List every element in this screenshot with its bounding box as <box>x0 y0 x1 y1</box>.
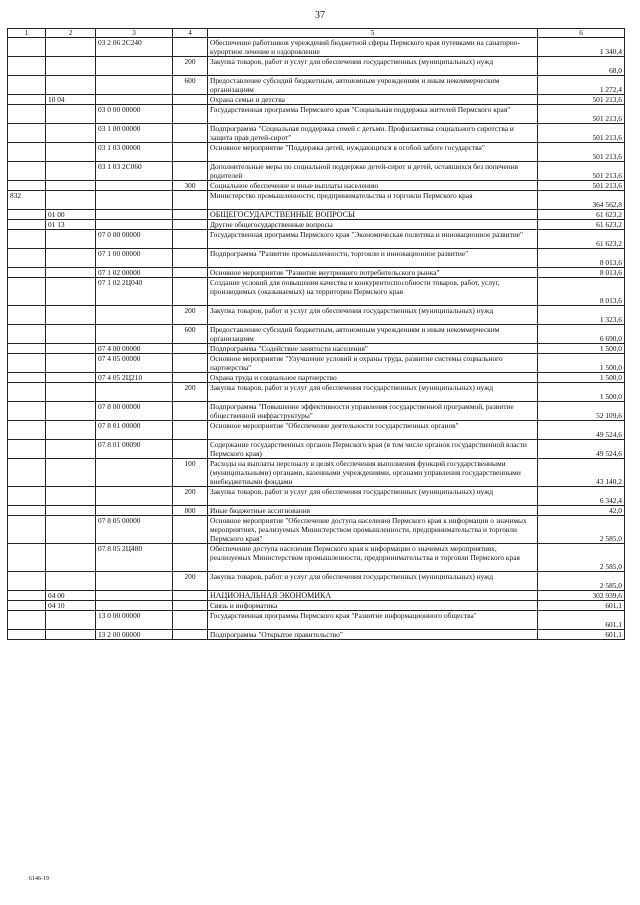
description-cell: Подпрограмма "Социальная поддержка семей с детьми. Профилактика социального сиротства и защита прав детей-сирот" <box>208 124 538 143</box>
description-cell: Подпрограмма "Открытое правительство" <box>208 630 538 640</box>
page-number: 37 <box>315 10 325 21</box>
amount-cell: 61 623,2 <box>538 210 625 220</box>
col-4-cell <box>173 440 208 459</box>
amount-cell: 52 109,6 <box>538 402 625 421</box>
table-row <box>8 162 625 181</box>
amount-cell: 1 500,0 <box>538 354 625 373</box>
table-row <box>8 306 625 325</box>
table-row <box>8 459 625 487</box>
header-cell: 2 <box>46 29 96 38</box>
table-row <box>8 591 625 601</box>
description-cell: Государственная программа Пермского края "Социальная поддержка жителей Пермского края" <box>208 105 538 124</box>
header-cell: 4 <box>173 29 208 38</box>
col-1-cell <box>8 181 46 191</box>
description-cell: Закупка товаров, работ и услуг для обеспечения государственных (муниципальных) нужд <box>208 487 538 506</box>
description-cell: Обеспечение доступа населения Пермского края к информации о значимых мероприятиях, реализуемых Министерством промышленности, предпринимательства и торговли Пермского края <box>208 544 538 572</box>
col-4-cell <box>173 591 208 601</box>
col-2-cell <box>46 344 96 354</box>
table-row <box>8 230 625 249</box>
amount-cell: 501 213,6 <box>538 105 625 124</box>
col-3-cell: 03 0 00 00000 <box>96 105 173 124</box>
col-2-cell: 04 10 <box>46 601 96 611</box>
col-1-cell <box>8 124 46 143</box>
col-4-cell: 600 <box>173 325 208 344</box>
col-3-cell: 03 1 00 00000 <box>96 124 173 143</box>
col-4-cell <box>173 544 208 572</box>
description-cell: Обеспечение работников учреждений бюджетной сферы Пермского края путевками на санаторно-курортное лечение и оздоровление <box>208 38 538 57</box>
col-3-cell <box>96 601 173 611</box>
col-2-cell <box>46 630 96 640</box>
col-1-cell <box>8 220 46 230</box>
table-row <box>8 572 625 591</box>
amount-cell: 1 500,0 <box>538 373 625 383</box>
col-1-cell <box>8 268 46 278</box>
col-4-cell <box>173 278 208 306</box>
description-cell: Закупка товаров, работ и услуг для обеспечения государственных (муниципальных) нужд <box>208 572 538 591</box>
col-3-cell <box>96 191 173 210</box>
amount-cell: 2 585,0 <box>538 516 625 544</box>
col-3-cell <box>96 220 173 230</box>
col-2-cell <box>46 76 96 95</box>
description-cell: Охрана труда и социальное партнерство <box>208 373 538 383</box>
amount-cell: 8 013,6 <box>538 249 625 268</box>
col-4-cell: 200 <box>173 306 208 325</box>
col-4-cell <box>173 249 208 268</box>
col-1-cell <box>8 325 46 344</box>
description-cell: Министерство промышленности, предпринимательства и торговли Пермского края <box>208 191 538 210</box>
col-4-cell <box>173 230 208 249</box>
col-4-cell <box>173 354 208 373</box>
table-row <box>8 611 625 630</box>
description-cell: Государственная программа Пермского края "Экономическая политика и инновационное развитие" <box>208 230 538 249</box>
footer-code: 6146-19 <box>29 876 49 882</box>
table-row <box>8 373 625 383</box>
table-header-row <box>8 29 625 38</box>
amount-cell: 42,0 <box>538 506 625 516</box>
col-3-cell: 07 8 01 00090 <box>96 440 173 459</box>
col-2-cell <box>46 249 96 268</box>
amount-cell: 1 340,4 <box>538 38 625 57</box>
col-4-cell: 800 <box>173 506 208 516</box>
amount-cell: 2 585,0 <box>538 572 625 591</box>
amount-cell: 1 323,6 <box>538 306 625 325</box>
col-4-cell <box>173 402 208 421</box>
col-1-cell <box>8 210 46 220</box>
table-row <box>8 220 625 230</box>
amount-cell: 1 500,0 <box>538 383 625 402</box>
amount-cell: 61 623,2 <box>538 230 625 249</box>
col-2-cell <box>46 143 96 162</box>
col-1-cell <box>8 601 46 611</box>
col-1-cell <box>8 143 46 162</box>
col-1-cell <box>8 230 46 249</box>
amount-cell: 49 524,6 <box>538 440 625 459</box>
col-4-cell: 200 <box>173 572 208 591</box>
amount-cell: 501 213,6 <box>538 143 625 162</box>
col-2-cell <box>46 306 96 325</box>
table-row <box>8 402 625 421</box>
col-4-cell <box>173 105 208 124</box>
col-4-cell <box>173 210 208 220</box>
col-2-cell <box>46 38 96 57</box>
table-row <box>8 249 625 268</box>
description-cell: Создание условий для повышения качества и конкурентоспособности товаров, работ, услуг, производимых (оказываемых) на территории Пермского края <box>208 278 538 306</box>
col-2-cell <box>46 611 96 630</box>
table-body <box>8 38 625 640</box>
description-cell: Связь и информатика <box>208 601 538 611</box>
table-row <box>8 95 625 105</box>
description-cell: Основное мероприятие "Обеспечение деятельности государственных органов" <box>208 421 538 440</box>
table-row <box>8 516 625 544</box>
col-1-cell <box>8 344 46 354</box>
budget-table <box>7 28 625 640</box>
col-1-cell <box>8 516 46 544</box>
table-row <box>8 440 625 459</box>
table-row <box>8 57 625 76</box>
col-3-cell: 07 1 00 00000 <box>96 249 173 268</box>
col-2-cell <box>46 354 96 373</box>
col-3-cell <box>96 181 173 191</box>
table-row <box>8 268 625 278</box>
table-row <box>8 143 625 162</box>
col-1-cell <box>8 354 46 373</box>
description-cell: Предоставление субсидий бюджетным, автономным учреждениям и иным некоммерческим организациям <box>208 76 538 95</box>
description-cell: Расходы на выплаты персоналу в целях обеспечения выполнения функций государственными (муниципальными) органами, казенными учреждениями, органами управления государственными внебюджетными фондами <box>208 459 538 487</box>
col-1-cell <box>8 95 46 105</box>
description-cell: Государственная программа Пермского края "Развитие информационного общества" <box>208 611 538 630</box>
table-row <box>8 630 625 640</box>
header-cell: 6 <box>538 29 625 38</box>
table-row <box>8 210 625 220</box>
col-3-cell <box>96 76 173 95</box>
col-2-cell <box>46 459 96 487</box>
col-2-cell <box>46 162 96 181</box>
col-1-cell: 832 <box>8 191 46 210</box>
col-1-cell <box>8 57 46 76</box>
col-2-cell <box>46 572 96 591</box>
col-2-cell <box>46 278 96 306</box>
col-3-cell: 03 2 06 2С240 <box>96 38 173 57</box>
col-3-cell: 07 0 00 00000 <box>96 230 173 249</box>
table-row <box>8 191 625 210</box>
col-3-cell: 07 8 00 00000 <box>96 402 173 421</box>
table-row <box>8 38 625 57</box>
description-cell: Закупка товаров, работ и услуг для обеспечения государственных (муниципальных) нужд <box>208 383 538 402</box>
col-4-cell <box>173 516 208 544</box>
col-1-cell <box>8 373 46 383</box>
col-4-cell <box>173 162 208 181</box>
table-row <box>8 354 625 373</box>
col-1-cell <box>8 544 46 572</box>
col-2-cell: 01 13 <box>46 220 96 230</box>
col-2-cell <box>46 383 96 402</box>
amount-cell: 501 213,6 <box>538 181 625 191</box>
col-2-cell: 04 00 <box>46 591 96 601</box>
col-3-cell: 07 4 05 2Ц210 <box>96 373 173 383</box>
col-4-cell <box>173 143 208 162</box>
amount-cell: 6 690,0 <box>538 325 625 344</box>
col-1-cell <box>8 278 46 306</box>
col-2-cell <box>46 105 96 124</box>
description-cell: Подпрограмма "Развитие промышленности, торговли и инновационное развитие" <box>208 249 538 268</box>
col-3-cell: 07 4 05 00000 <box>96 354 173 373</box>
amount-cell: 501 213,6 <box>538 124 625 143</box>
amount-cell: 501 213,6 <box>538 95 625 105</box>
col-1-cell <box>8 76 46 95</box>
col-1-cell <box>8 440 46 459</box>
description-cell: Основное мероприятие "Развитие внутреннего потребительского рынка" <box>208 268 538 278</box>
table-row <box>8 76 625 95</box>
col-3-cell <box>96 506 173 516</box>
col-3-cell <box>96 591 173 601</box>
col-2-cell <box>46 402 96 421</box>
col-2-cell <box>46 325 96 344</box>
col-2-cell <box>46 268 96 278</box>
description-cell: ОБЩЕГОСУДАРСТВЕННЫЕ ВОПРОСЫ <box>208 210 538 220</box>
description-cell: Дополнительные меры по социальной поддержке детей-сирот и детей, оставшихся без попечения родителей <box>208 162 538 181</box>
col-2-cell <box>46 506 96 516</box>
col-2-cell <box>46 124 96 143</box>
col-3-cell <box>96 383 173 402</box>
col-2-cell <box>46 57 96 76</box>
col-2-cell <box>46 421 96 440</box>
header-cell: 3 <box>96 29 173 38</box>
table-row <box>8 383 625 402</box>
col-4-cell: 600 <box>173 76 208 95</box>
table-row <box>8 344 625 354</box>
col-2-cell: 10 04 <box>46 95 96 105</box>
col-1-cell <box>8 487 46 506</box>
description-cell: Основное мероприятие "Поддержка детей, нуждающихся в особой заботе государства" <box>208 143 538 162</box>
col-4-cell <box>173 124 208 143</box>
col-3-cell: 03 1 03 00000 <box>96 143 173 162</box>
col-2-cell <box>46 487 96 506</box>
amount-cell: 68,0 <box>538 57 625 76</box>
col-1-cell <box>8 162 46 181</box>
table-row <box>8 105 625 124</box>
col-1-cell <box>8 572 46 591</box>
description-cell: Социальное обеспечение и иные выплаты населению <box>208 181 538 191</box>
table-row <box>8 278 625 306</box>
col-3-cell <box>96 95 173 105</box>
col-3-cell: 07 4 00 00000 <box>96 344 173 354</box>
description-cell: Другие общегосударственные вопросы <box>208 220 538 230</box>
description-cell: Предоставление субсидий бюджетным, автономным учреждениям и иным некоммерческим организациям <box>208 325 538 344</box>
col-2-cell <box>46 440 96 459</box>
col-1-cell <box>8 402 46 421</box>
table-row <box>8 325 625 344</box>
col-2-cell: 01 00 <box>46 210 96 220</box>
amount-cell: 49 524,6 <box>538 421 625 440</box>
col-4-cell: 200 <box>173 487 208 506</box>
col-3-cell: 07 8 05 00000 <box>96 516 173 544</box>
description-cell: Основное мероприятие "Улучшение условий и охраны труда, развитие системы социального партнерства" <box>208 354 538 373</box>
col-3-cell <box>96 487 173 506</box>
col-4-cell <box>173 95 208 105</box>
col-1-cell <box>8 249 46 268</box>
col-3-cell: 07 8 01 00000 <box>96 421 173 440</box>
description-cell: НАЦИОНАЛЬНАЯ ЭКОНОМИКА <box>208 591 538 601</box>
amount-cell: 61 623,2 <box>538 220 625 230</box>
amount-cell: 6 342,4 <box>538 487 625 506</box>
amount-cell: 8 013,6 <box>538 278 625 306</box>
col-4-cell <box>173 611 208 630</box>
col-3-cell: 07 1 02 00000 <box>96 268 173 278</box>
amount-cell: 601,1 <box>538 630 625 640</box>
table-row <box>8 124 625 143</box>
col-3-cell: 13 0 00 00000 <box>96 611 173 630</box>
table-row <box>8 601 625 611</box>
col-1-cell <box>8 591 46 601</box>
col-2-cell <box>46 191 96 210</box>
col-1-cell <box>8 630 46 640</box>
amount-cell: 501 213,6 <box>538 162 625 181</box>
col-1-cell <box>8 459 46 487</box>
table-row <box>8 506 625 516</box>
col-1-cell <box>8 105 46 124</box>
col-4-cell <box>173 220 208 230</box>
amount-cell: 8 013,6 <box>538 268 625 278</box>
col-3-cell <box>96 572 173 591</box>
table-row <box>8 544 625 572</box>
col-4-cell: 300 <box>173 181 208 191</box>
amount-cell: 1 500,0 <box>538 344 625 354</box>
col-3-cell <box>96 306 173 325</box>
col-4-cell <box>173 344 208 354</box>
description-cell: Охрана семьи и детства <box>208 95 538 105</box>
col-2-cell <box>46 544 96 572</box>
col-4-cell: 100 <box>173 459 208 487</box>
amount-cell: 601,1 <box>538 611 625 630</box>
col-1-cell <box>8 506 46 516</box>
header-cell: 5 <box>208 29 538 38</box>
amount-cell: 601,1 <box>538 601 625 611</box>
col-2-cell <box>46 230 96 249</box>
col-3-cell <box>96 459 173 487</box>
amount-cell: 302 939,6 <box>538 591 625 601</box>
description-cell: Подпрограмма "Повышение эффективности управления государственной программой, развитие общественной инфраструктуры" <box>208 402 538 421</box>
header-cell: 1 <box>8 29 46 38</box>
col-3-cell: 07 1 02 2Ц040 <box>96 278 173 306</box>
col-4-cell <box>173 268 208 278</box>
col-4-cell <box>173 191 208 210</box>
amount-cell: 43 140,2 <box>538 459 625 487</box>
col-3-cell <box>96 325 173 344</box>
description-cell: Содержание государственных органов Пермского края (в том числе органов государственной власти Пермского края) <box>208 440 538 459</box>
table-row <box>8 487 625 506</box>
description-cell: Иные бюджетные ассигнования <box>208 506 538 516</box>
col-4-cell: 200 <box>173 57 208 76</box>
amount-cell: 364 562,8 <box>538 191 625 210</box>
description-cell: Подпрограмма "Содействие занятости населения" <box>208 344 538 354</box>
col-1-cell <box>8 383 46 402</box>
table-row <box>8 181 625 191</box>
col-3-cell <box>96 210 173 220</box>
table-row <box>8 421 625 440</box>
col-4-cell <box>173 601 208 611</box>
description-cell: Основное мероприятие "Обеспечение доступа населения Пермского края к информации о значимых мероприятиях, реализуемых Министерством промышленности, предпринимательства и торговли Пермского края" <box>208 516 538 544</box>
description-cell: Закупка товаров, работ и услуг для обеспечения государственных (муниципальных) нужд <box>208 306 538 325</box>
col-1-cell <box>8 611 46 630</box>
col-1-cell <box>8 306 46 325</box>
col-4-cell: 200 <box>173 383 208 402</box>
col-4-cell <box>173 373 208 383</box>
col-2-cell <box>46 373 96 383</box>
col-3-cell <box>96 57 173 76</box>
amount-cell: 1 272,4 <box>538 76 625 95</box>
col-1-cell <box>8 421 46 440</box>
col-3-cell: 07 8 05 2Ц480 <box>96 544 173 572</box>
col-3-cell: 03 1 03 2С060 <box>96 162 173 181</box>
col-4-cell <box>173 421 208 440</box>
description-cell: Закупка товаров, работ и услуг для обеспечения государственных (муниципальных) нужд <box>208 57 538 76</box>
col-4-cell <box>173 630 208 640</box>
col-3-cell: 13 2 00 00000 <box>96 630 173 640</box>
col-2-cell <box>46 181 96 191</box>
amount-cell: 2 585,0 <box>538 544 625 572</box>
col-4-cell <box>173 38 208 57</box>
col-2-cell <box>46 516 96 544</box>
col-1-cell <box>8 38 46 57</box>
